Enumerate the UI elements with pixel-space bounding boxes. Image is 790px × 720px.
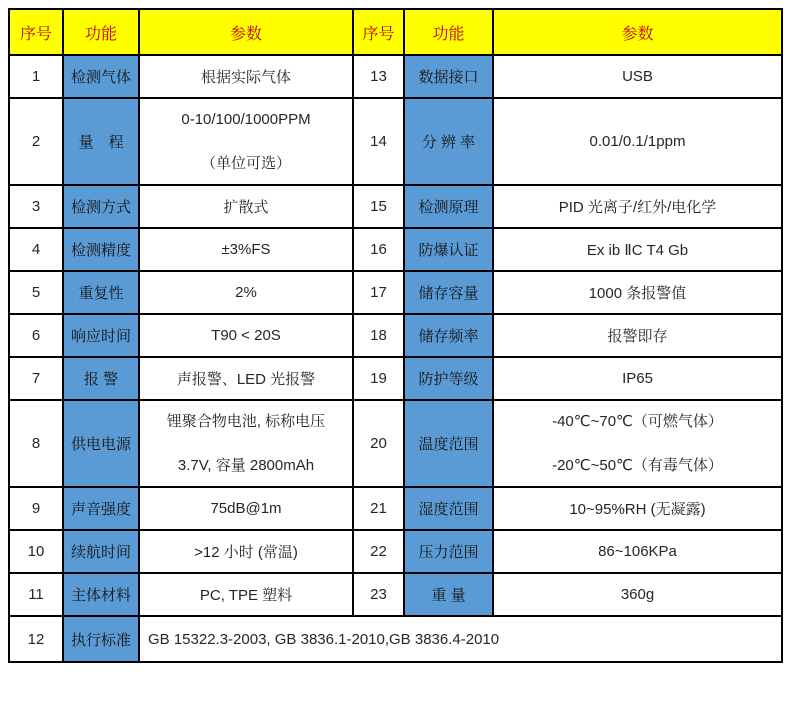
row-param: IP65	[493, 357, 782, 400]
row-func: 储存频率	[404, 314, 493, 357]
row-no: 12	[9, 616, 63, 662]
row-no: 1	[9, 55, 63, 98]
row-func: 供电电源	[63, 400, 139, 487]
row-no: 11	[9, 573, 63, 616]
row-func: 重复性	[63, 271, 139, 314]
row-no: 7	[9, 357, 63, 400]
row-no: 13	[353, 55, 404, 98]
row-func: 主体材料	[63, 573, 139, 616]
row-no: 6	[9, 314, 63, 357]
table-row	[9, 98, 782, 185]
row-param: Ex ib ⅡC T4 Gb	[493, 228, 782, 271]
header-no-left: 序号	[9, 9, 63, 55]
table-row	[9, 271, 782, 314]
row-param	[139, 98, 353, 185]
row-func: 执行标准	[63, 616, 139, 662]
row-param: 360g	[493, 573, 782, 616]
param-line-2: （单位可选）	[200, 154, 291, 172]
header-row	[9, 9, 782, 55]
row-no: 15	[353, 185, 404, 228]
header-func-right: 功能	[404, 9, 493, 55]
row-no: 2	[9, 98, 63, 185]
row-func: 湿度范围	[404, 487, 493, 530]
row-no: 4	[9, 228, 63, 271]
row-func: 温度范围	[404, 400, 493, 487]
row-param: 声报警、LED 光报警	[139, 357, 353, 400]
row-no: 17	[353, 271, 404, 314]
table-row	[9, 185, 782, 228]
row-param: 1000 条报警值	[493, 271, 782, 314]
param-line-1: 锂聚合物电池, 标称电压	[166, 412, 326, 430]
param-line-2: -20℃~50℃（有毒气体）	[552, 456, 723, 474]
table-row	[9, 487, 782, 530]
row-no: 14	[353, 98, 404, 185]
param-line-2: 3.7V, 容量 2800mAh	[177, 456, 315, 474]
table-row	[9, 55, 782, 98]
param-line-1: 0-10/100/1000PPM	[181, 110, 311, 128]
row-no: 9	[9, 487, 63, 530]
table-row	[9, 400, 782, 487]
row-func: 声音强度	[63, 487, 139, 530]
row-no: 22	[353, 530, 404, 573]
row-func: 续航时间	[63, 530, 139, 573]
row-func: 储存容量	[404, 271, 493, 314]
row-no: 16	[353, 228, 404, 271]
row-no: 21	[353, 487, 404, 530]
row-param: ±3%FS	[139, 228, 353, 271]
row-no: 23	[353, 573, 404, 616]
row-func: 压力范围	[404, 530, 493, 573]
row-func: 数据接口	[404, 55, 493, 98]
row-param: 报警即存	[493, 314, 782, 357]
row-param: 2%	[139, 271, 353, 314]
row-func: 检测方式	[63, 185, 139, 228]
row-func: 检测原理	[404, 185, 493, 228]
row-no: 10	[9, 530, 63, 573]
table-row	[9, 314, 782, 357]
table-row	[9, 228, 782, 271]
header-param-left: 参数	[139, 9, 353, 55]
row-param: 0.01/0.1/1ppm	[493, 98, 782, 185]
row-param: 根据实际气体	[139, 55, 353, 98]
row-no: 18	[353, 314, 404, 357]
header-no-right: 序号	[353, 9, 404, 55]
row-param: 86~106KPa	[493, 530, 782, 573]
table-row	[9, 530, 782, 573]
row-func: 防爆认证	[404, 228, 493, 271]
spec-table	[8, 8, 783, 663]
table-row	[9, 616, 782, 662]
row-func: 防护等级	[404, 357, 493, 400]
row-no: 19	[353, 357, 404, 400]
row-param: >12 小时 (常温)	[139, 530, 353, 573]
row-func: 报 警	[63, 357, 139, 400]
row-func: 量 程	[63, 98, 139, 185]
param-line-1: -40℃~70℃（可燃气体）	[552, 412, 723, 430]
row-param: 75dB@1m	[139, 487, 353, 530]
row-param	[139, 400, 353, 487]
row-param: 扩散式	[139, 185, 353, 228]
header-param-right: 参数	[493, 9, 782, 55]
row-param: 10~95%RH (无凝露)	[493, 487, 782, 530]
row-param	[493, 400, 782, 487]
header-func-left: 功能	[63, 9, 139, 55]
row-func: 检测气体	[63, 55, 139, 98]
row-no: 5	[9, 271, 63, 314]
row-func: 响应时间	[63, 314, 139, 357]
row-param: USB	[493, 55, 782, 98]
row-func: 重 量	[404, 573, 493, 616]
row-func: 分 辨 率	[404, 98, 493, 185]
table-row	[9, 357, 782, 400]
row-no: 20	[353, 400, 404, 487]
row-param: T90 < 20S	[139, 314, 353, 357]
row-param: PC, TPE 塑料	[139, 573, 353, 616]
table-row	[9, 573, 782, 616]
row-param-spanning: GB 15322.3-2003, GB 3836.1-2010,GB 3836.4-2010	[139, 616, 782, 662]
row-param: PID 光离子/红外/电化学	[493, 185, 782, 228]
row-no: 8	[9, 400, 63, 487]
row-func: 检测精度	[63, 228, 139, 271]
row-no: 3	[9, 185, 63, 228]
